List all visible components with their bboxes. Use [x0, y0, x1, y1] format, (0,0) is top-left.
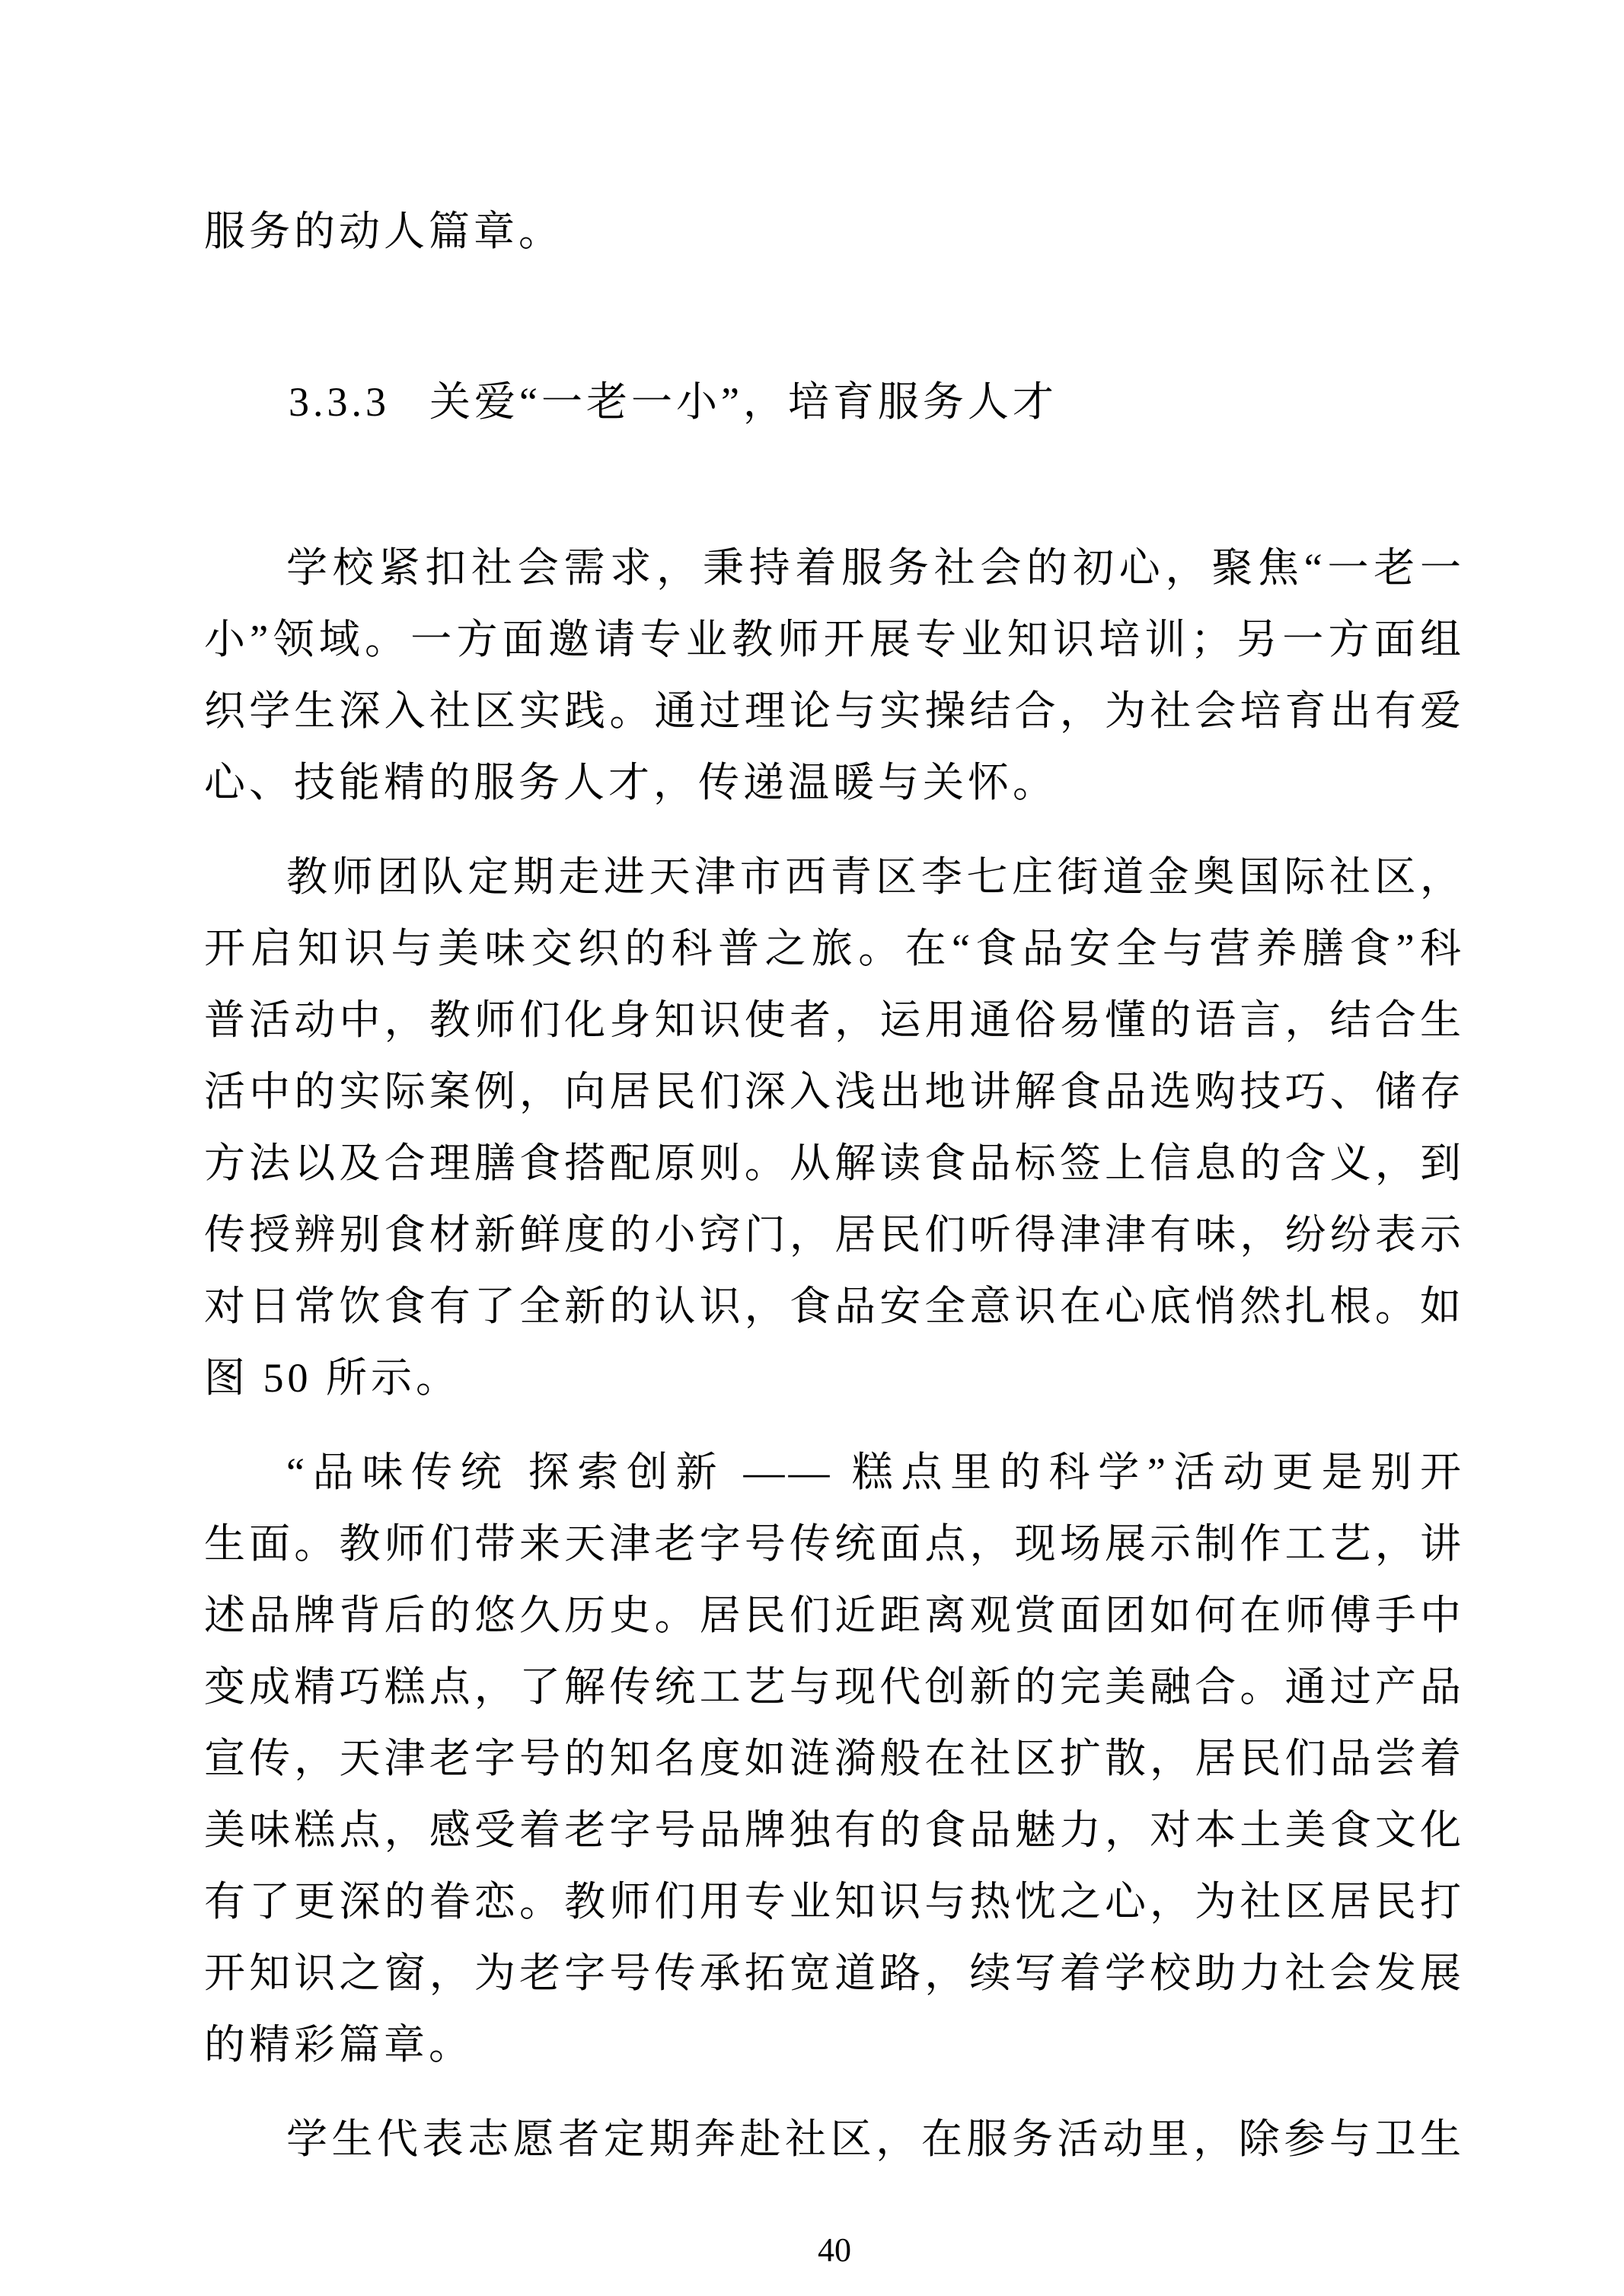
- text-line: 变成精巧糕点，了解传统工艺与现代创新的完美融合。通过产品: [204, 1664, 1465, 1710]
- text-line: 传授辨别食材新鲜度的小窍门，居民们听得津津有味，纷纷表示: [204, 1212, 1465, 1258]
- text-line: 学校紧扣社会需求，秉持着服务社会的初心，聚焦“一老一: [286, 545, 1465, 591]
- text-line: 生面。教师们带来天津老字号传统面点，现场展示制作工艺，讲: [204, 1521, 1465, 1567]
- paragraph: [204, 841, 1465, 1414]
- section-heading-title: 关爱“一老一小”，培育服务人才: [429, 379, 1058, 425]
- text-line: 普活动中，教师们化身知识使者，运用通俗易懂的语言，结合生: [204, 997, 1465, 1043]
- section-heading: [204, 295, 1465, 509]
- page-text-block: [204, 196, 1465, 2285]
- text-line: 图 50 所示。: [204, 1355, 461, 1401]
- text-line: 服务的动人篇章。: [204, 209, 563, 254]
- text-line: 对日常饮食有了全新的认识，食品安全意识在心底悄然扎根。如: [204, 1284, 1465, 1329]
- text-line: 心、技能精的服务人才，传递温暖与关怀。: [204, 760, 1058, 805]
- text-line: 开知识之窗，为老字号传承拓宽道路，续写着学校助力社会发展: [204, 1950, 1465, 1996]
- paragraph: [204, 196, 1465, 267]
- text-line: 方法以及合理膳食搭配原则。从解读食品标签上信息的含义，到: [204, 1140, 1465, 1186]
- paragraph: [204, 2103, 1465, 2175]
- text-line: “品味传统 探索创新 —— 糕点里的科学”活动更是别开: [286, 1449, 1465, 1495]
- text-line: 述品牌背后的悠久历史。居民们近距离观赏面团如何在师傅手中: [204, 1593, 1465, 1638]
- text-line: 学生代表志愿者定期奔赴社区，在服务活动里，除参与卫生: [286, 2116, 1465, 2162]
- text-line: 活中的实际案例，向居民们深入浅出地讲解食品选购技巧、储存: [204, 1069, 1465, 1115]
- page-number: 40: [818, 2231, 851, 2269]
- text-line: 开启知识与美味交织的科普之旅。在“食品安全与营养膳食”科: [204, 926, 1465, 971]
- text-line: 有了更深的眷恋。教师们用专业知识与热忱之心，为社区居民打: [204, 1879, 1465, 1924]
- section-heading-number: 3.3.3: [289, 379, 390, 425]
- text-line: 宣传，天津老字号的知名度如涟漪般在社区扩散，居民们品尝着: [204, 1736, 1465, 1781]
- text-line: 织学生深入社区实践。通过理论与实操结合，为社会培育出有爱: [204, 688, 1465, 734]
- text-line: 美味糕点，感受着老字号品牌独有的食品魅力，对本土美食文化: [204, 1807, 1465, 1853]
- text-line: 的精彩篇章。: [204, 2022, 474, 2068]
- text-line: 教师团队定期走进天津市西青区李七庄街道金奥国际社区，: [286, 854, 1465, 900]
- paragraph: [204, 532, 1465, 818]
- paragraph: [204, 1437, 1465, 2081]
- text-line: 小”领域。一方面邀请专业教师开展专业知识培训；另一方面组: [204, 617, 1465, 662]
